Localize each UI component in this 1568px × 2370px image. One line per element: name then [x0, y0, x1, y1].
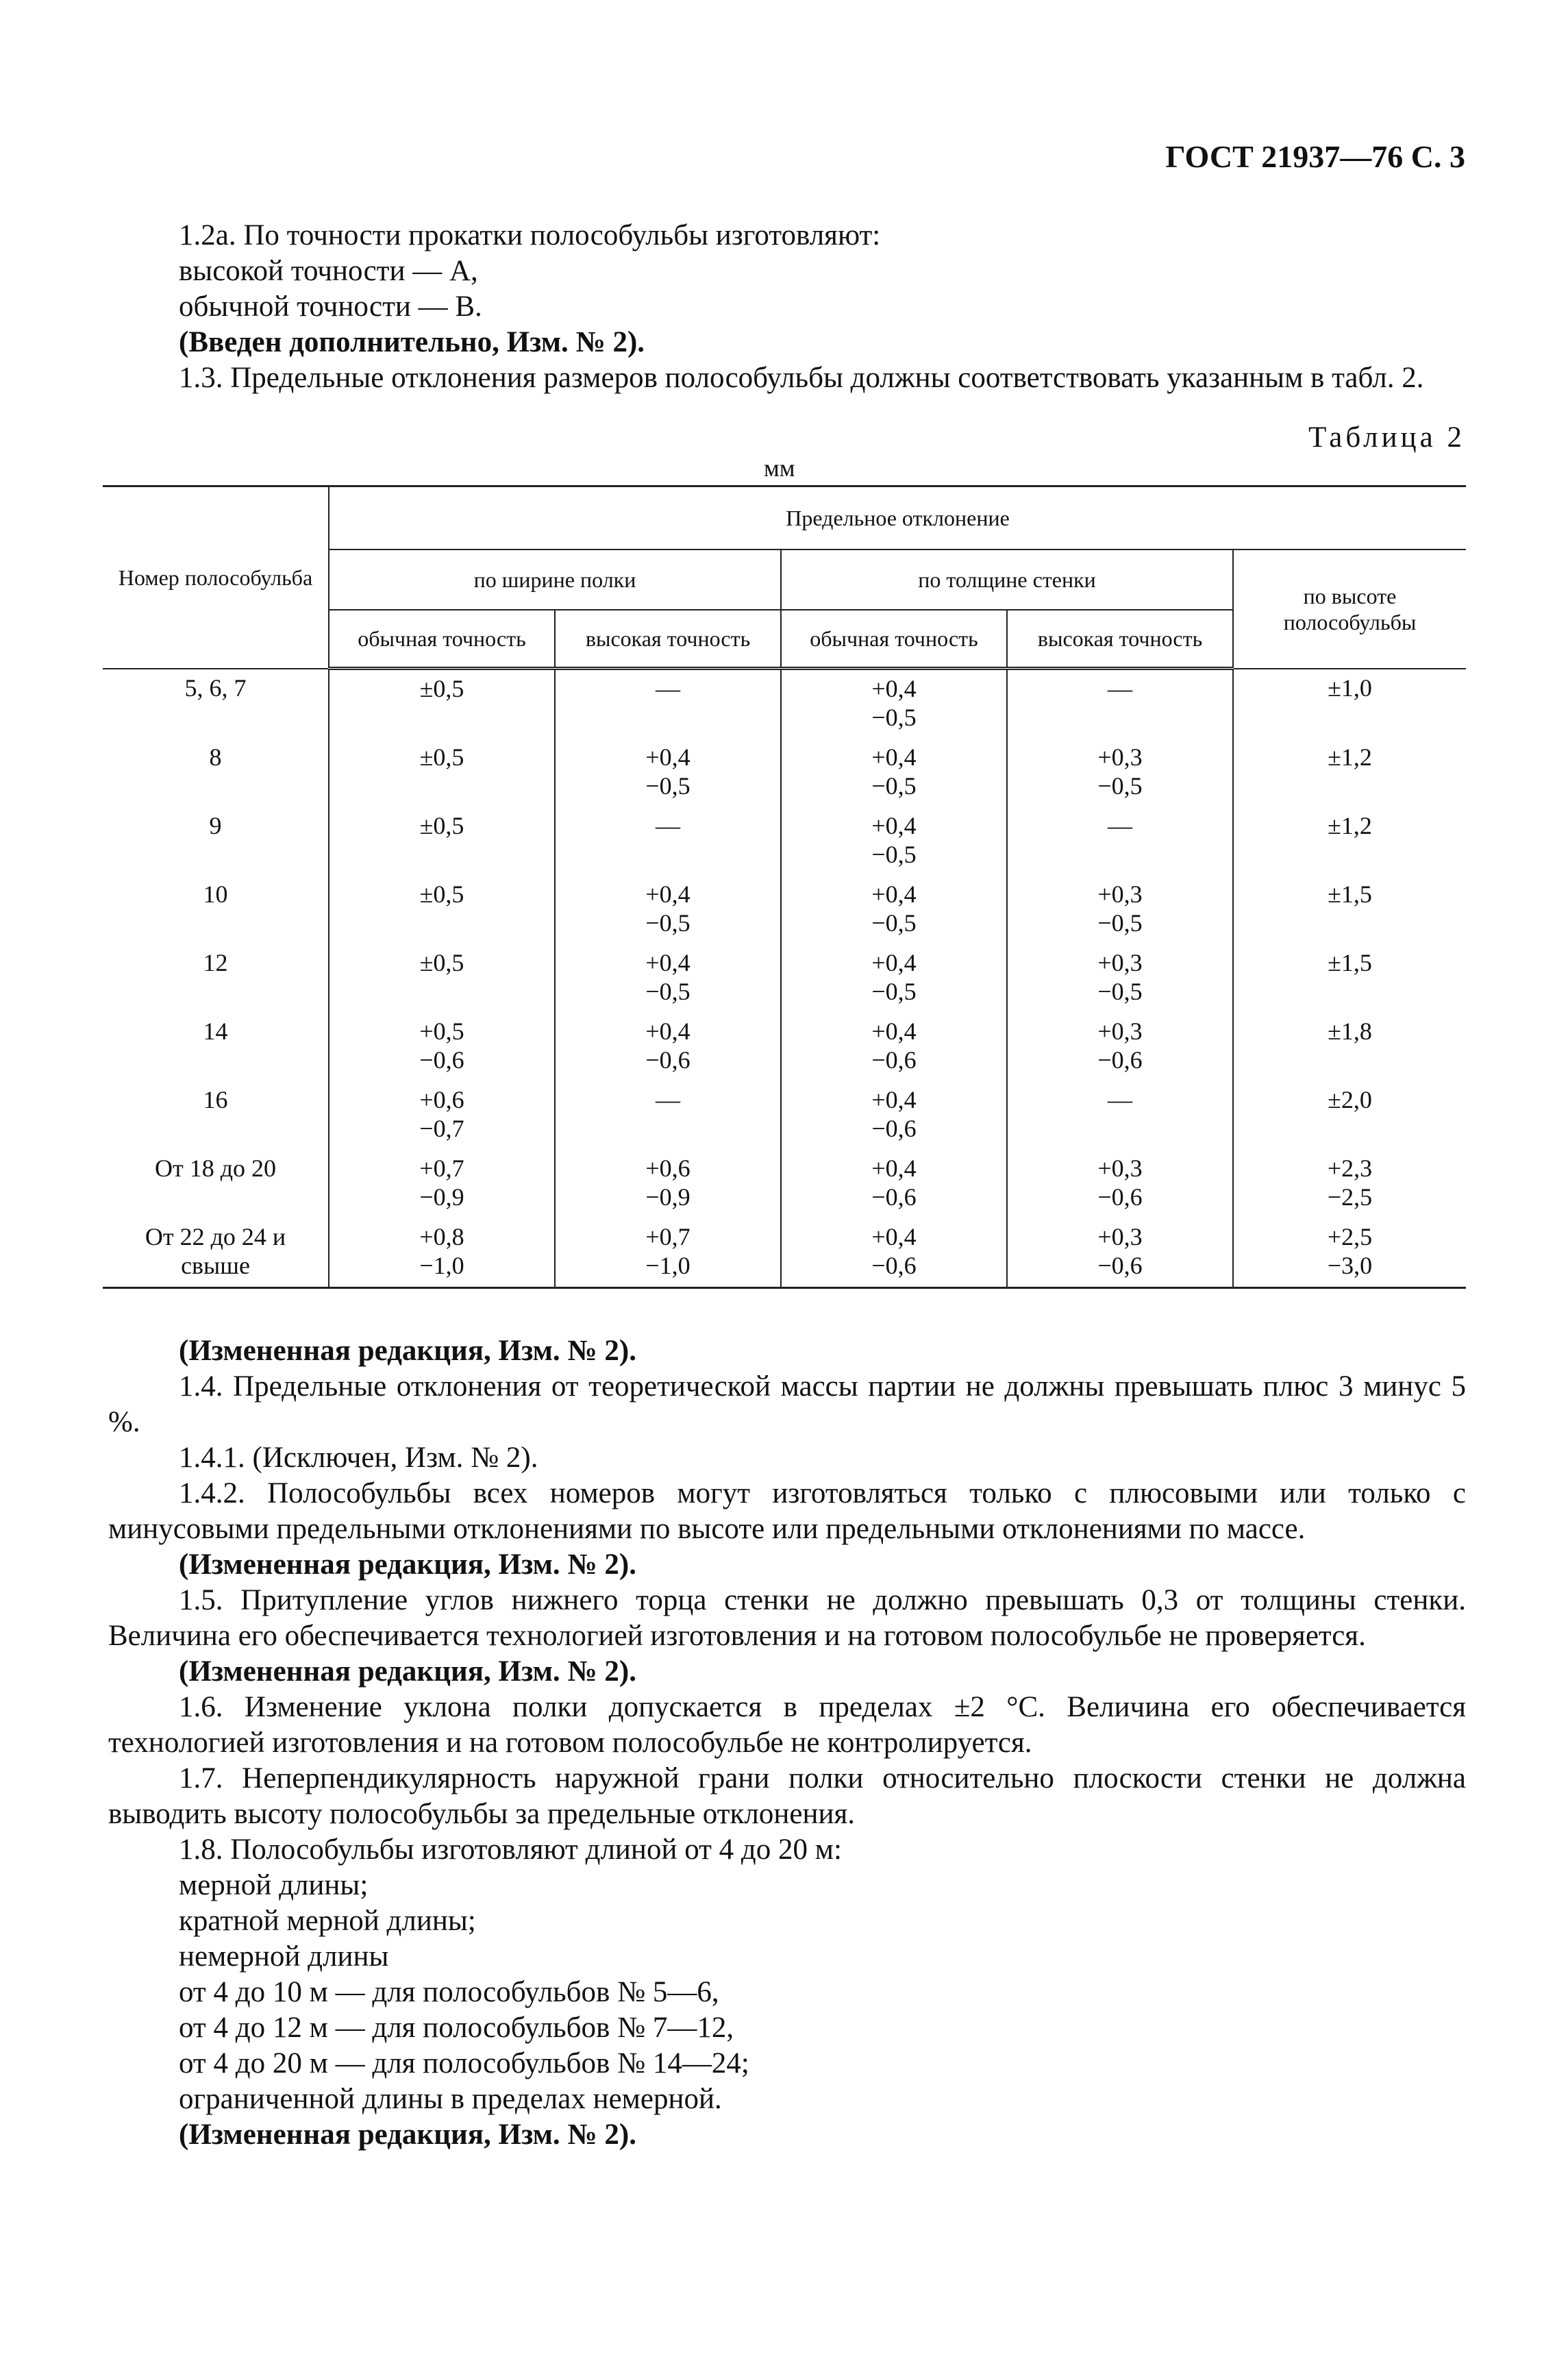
paragraph-1-5: 1.5. Притупление углов нижнего торца стенки не должно превышать 0,3 от толщины стенки. Величина его обеспечивается технологией изготовления и на готовом полособульбе не проверяется.	[108, 1584, 1466, 1652]
length-item: мерной длины;	[179, 1869, 369, 1901]
cell-height: ±1,2	[1233, 807, 1466, 876]
cell-number: От 18 до 20	[154, 1155, 277, 1182]
cell-height: ±1,8	[1233, 1013, 1466, 1081]
header-thickness-normal: обычная точность	[781, 610, 1007, 669]
table-row	[103, 876, 1466, 944]
paragraph-1-2a: 1.2а. По точности прокатки полособульбы изготовляют:	[179, 219, 881, 251]
table-caption: Таблица 2	[1308, 421, 1465, 454]
cell-width-high: +0,7 −1,0	[555, 1218, 781, 1288]
cell-width-high: +0,4 −0,5	[555, 739, 781, 807]
cell-thickness-high: +0,3 −0,5	[1007, 739, 1233, 807]
cell-number: От 22 до 24 и свыше	[103, 1218, 329, 1288]
cell-thickness-normal: +0,4 −0,5	[781, 944, 1007, 1013]
cell-height: ±1,5	[1233, 944, 1466, 1013]
cell-number: 12	[203, 949, 228, 976]
cell-number: 16	[203, 1086, 228, 1113]
amendment-note: (Измененная редакция, Изм. № 2).	[179, 1655, 636, 1688]
cell-width-normal: ±0,5	[329, 876, 555, 944]
amendment-note: (Измененная редакция, Изм. № 2).	[179, 1548, 636, 1581]
cell-thickness-normal: +0,4 −0,6	[781, 1081, 1007, 1150]
cell-thickness-normal: +0,4 −0,6	[781, 1013, 1007, 1081]
cell-width-normal: +0,6 −0,7	[329, 1081, 555, 1150]
cell-width-normal: +0,8 −1,0	[329, 1218, 555, 1288]
cell-number: 5, 6, 7	[184, 674, 247, 702]
cell-number: 8	[209, 743, 222, 771]
table-row	[103, 807, 1466, 876]
table-row	[103, 1081, 1466, 1150]
cell-thickness-normal: +0,4 −0,6	[781, 1150, 1007, 1218]
header-deviation: Предельное отклонение	[329, 486, 1466, 550]
header-width-high: высокая точность	[555, 610, 781, 669]
cell-height: ±2,0	[1233, 1081, 1466, 1150]
paragraph-1-6: 1.6. Изменение уклона полки допускается в пределах ±2 °С. Величина его обеспечивается технологией изготовления и на готовом полособульбе не контролируется.	[108, 1691, 1466, 1759]
length-item: от 4 до 10 м — для полособульбов № 5—6,	[179, 1976, 719, 2008]
cell-width-normal: +0,7 −0,9	[329, 1150, 555, 1218]
cell-thickness-high: +0,3 −0,5	[1007, 876, 1233, 944]
cell-width-high: —	[555, 669, 781, 739]
paragraph-1-4-2: 1.4.2. Полособульбы всех номеров могут изготовляться только с плюсовыми или только с минусовыми предельными отклонениями по высоте или предельными отклонениями по массе.	[108, 1477, 1466, 1545]
cell-number: 14	[203, 1017, 228, 1045]
length-item: от 4 до 12 м — для полособульбов № 7—12,	[179, 2012, 734, 2044]
cell-width-high: +0,6 −0,9	[555, 1150, 781, 1218]
header-number: Номер полособульба	[103, 486, 329, 669]
cell-width-high: —	[555, 1081, 781, 1150]
tolerance-table	[103, 485, 1466, 1289]
cell-height: ±1,5	[1233, 876, 1466, 944]
cell-thickness-high: +0,3 −0,6	[1007, 1150, 1233, 1218]
paragraph-high-accuracy: высокой точности — А,	[179, 255, 478, 287]
header-height: по высоте полособульбы	[1233, 550, 1466, 669]
page-header: ГОСТ 21937—76 С. 3	[1165, 139, 1465, 174]
header-width: по ширине полки	[329, 550, 781, 610]
bottom-text-block	[108, 1333, 1466, 2153]
cell-width-normal: ±0,5	[329, 739, 555, 807]
table-row	[103, 944, 1466, 1013]
amendment-note: (Измененная редакция, Изм. № 2).	[179, 2119, 636, 2151]
cell-width-normal: ±0,5	[329, 807, 555, 876]
paragraph-1-7: 1.7. Неперпендикулярность наружной грани полки относительно плоскости стенки не должна выводить высоту полособульбы за предельные отклонения.	[108, 1762, 1466, 1830]
length-item: немерной длины	[179, 1940, 389, 1973]
cell-thickness-high: —	[1007, 807, 1233, 876]
cell-width-normal: ±0,5	[329, 669, 555, 739]
header-thickness: по толщине стенки	[781, 550, 1233, 610]
table-unit: мм	[764, 454, 795, 482]
header-thickness-high: высокая точность	[1007, 610, 1233, 669]
cell-width-high: —	[555, 807, 781, 876]
table-row	[103, 1013, 1466, 1081]
paragraph-1-8: 1.8. Полособульбы изготовляют длиной от 4 до 20 м:	[179, 1834, 842, 1866]
cell-height: ±1,0	[1233, 669, 1466, 739]
paragraph-1-4: 1.4. Предельные отклонения от теоретической массы партии не должны превышать плюс 3 минус 5 %.	[108, 1370, 1466, 1438]
table-row	[103, 669, 1466, 739]
paragraph-1-4-1: 1.4.1. (Исключен, Изм. № 2).	[179, 1442, 538, 1474]
cell-thickness-high: +0,3 −0,5	[1007, 944, 1233, 1013]
amendment-note: (Введен дополнительно, Изм. № 2).	[179, 326, 645, 358]
length-item: кратной мерной длины;	[179, 1905, 476, 1937]
length-item: ограниченной длины в пределах немерной.	[179, 2083, 722, 2115]
paragraph-1-3: 1.3. Предельные отклонения размеров полособульбы должны соответствовать указанным в табл. 2.	[179, 362, 1424, 394]
cell-thickness-high: —	[1007, 669, 1233, 739]
cell-thickness-normal: +0,4 −0,6	[781, 1218, 1007, 1288]
table-row	[103, 739, 1466, 807]
cell-thickness-high: —	[1007, 1081, 1233, 1150]
cell-number: 9	[209, 812, 222, 839]
amendment-note: (Измененная редакция, Изм. № 2).	[179, 1335, 636, 1367]
table-row	[103, 1150, 1466, 1218]
cell-thickness-normal: +0,4 −0,5	[781, 876, 1007, 944]
paragraph-normal-accuracy: обычной точности — В.	[179, 291, 482, 323]
cell-height: ±1,2	[1233, 739, 1466, 807]
table-row	[103, 1218, 1466, 1288]
cell-width-normal: ±0,5	[329, 944, 555, 1013]
top-text-block	[108, 218, 1466, 396]
cell-thickness-normal: +0,4 −0,5	[781, 669, 1007, 739]
length-item: от 4 до 20 м — для полособульбов № 14—24;	[179, 2047, 749, 2079]
table-body	[103, 669, 1466, 1288]
cell-height: +2,3 −2,5	[1233, 1150, 1466, 1218]
cell-number: 10	[203, 880, 228, 908]
cell-width-high: +0,4 −0,5	[555, 944, 781, 1013]
cell-width-high: +0,4 −0,6	[555, 1013, 781, 1081]
cell-thickness-high: +0,3 −0,6	[1007, 1218, 1233, 1288]
cell-width-high: +0,4 −0,5	[555, 876, 781, 944]
header-width-normal: обычная точность	[329, 610, 555, 669]
cell-width-normal: +0,5 −0,6	[329, 1013, 555, 1081]
cell-thickness-normal: +0,4 −0,5	[781, 739, 1007, 807]
cell-thickness-high: +0,3 −0,6	[1007, 1013, 1233, 1081]
cell-thickness-normal: +0,4 −0,5	[781, 807, 1007, 876]
cell-height: +2,5 −3,0	[1233, 1218, 1466, 1288]
